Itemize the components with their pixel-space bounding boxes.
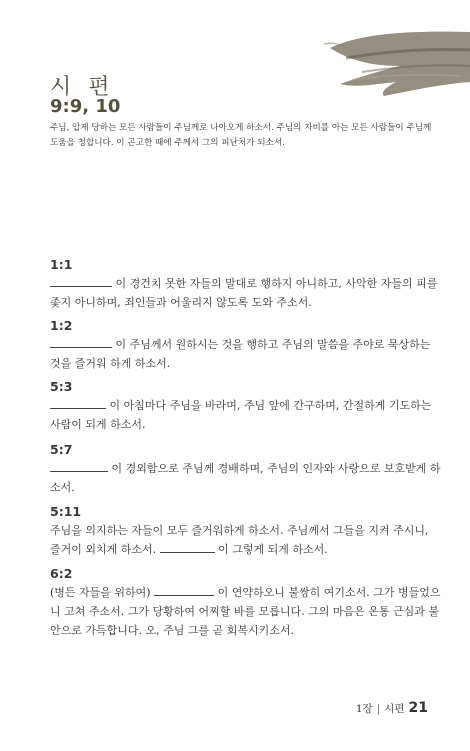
verse-text-after: 이 연약하오니 불쌍히 여기소서. 그가 병들었으니 고쳐 주소서. 그가 당황하여 어찌할 바를 모릅니다. 그의 마음은 온통 근심과 불안으로 가득합니다. 오, 주님 그를 곧 회복시키소서. [50, 586, 441, 637]
fill-in-blank [160, 551, 215, 553]
header-intro: 주님, 압제 당하는 모든 사람들이 주님께로 나아오게 하소서. 주님의 자비를 아는 모든 사람들이 주님께 도움을 청합니다. 이 곤고한 때에 주께서 그의 피난처가 되소서. [50, 123, 432, 148]
verse-text-after: 이 경건치 못한 자들의 말대로 행하지 아니하고, 사악한 자들의 피를 좇지 아니하며, 죄인들과 어울리지 않도록 도와 주소서. [50, 277, 438, 309]
verse-text-after: 이 주님께서 원하시는 것을 행하고 주님의 말씀을 주야로 묵상하는 것을 즐거워 하게 하소서. [50, 338, 431, 370]
page-title: 시 편 [50, 75, 115, 100]
verse-ref: 1:2 [50, 318, 73, 333]
verse-text-after: 이 아침마다 주님을 바라며, 주님 앞에 간구하며, 간절하게 기도하는 사람이 되게 하소서. [50, 399, 432, 431]
fill-in-blank [154, 594, 214, 596]
fill-in-blank [50, 285, 112, 287]
header-reference: 9:9, 10 [50, 96, 121, 117]
verse-ref: 1:1 [50, 257, 73, 272]
verse-text [50, 274, 442, 312]
verse-text [50, 459, 442, 497]
verse-text [50, 335, 442, 373]
ink-brush-decoration [322, 22, 470, 102]
verse-text-before: 주님을 의지하는 자들이 모두 즐거워하게 하소서. 주님께서 그들을 지켜 주시니, 즐거이 외치게 하소서. [50, 524, 429, 556]
footer-divider: | [376, 703, 381, 715]
footer-chapter: 1장 [355, 703, 373, 715]
footer-section: 시편 [384, 703, 405, 715]
page-footer [356, 697, 428, 716]
verse-section [50, 566, 442, 640]
verse-section [50, 504, 442, 559]
verse-text [50, 396, 442, 434]
verse-section [50, 257, 442, 312]
verse-text-after: 이 경외함으로 주님께 경배하며, 주님의 인자와 사랑으로 보호받게 하소서. [50, 462, 441, 494]
verse-text [50, 521, 442, 559]
verse-ref: 5:7 [50, 442, 73, 457]
verse-ref: 5:11 [50, 504, 82, 519]
verse-ref: 5:3 [50, 379, 73, 394]
page-number: 21 [408, 700, 428, 716]
verse-section [50, 318, 442, 373]
verse-section [50, 442, 442, 497]
fill-in-blank [50, 407, 106, 409]
verse-text-before: (병든 자들을 위하여) [50, 586, 155, 599]
fill-in-blank [50, 470, 108, 472]
verse-text-after: 이 그렇게 되게 하소서. [214, 543, 328, 556]
fill-in-blank [50, 346, 112, 348]
verse-text [50, 583, 442, 640]
verse-section [50, 379, 442, 434]
verse-ref: 6:2 [50, 566, 73, 581]
